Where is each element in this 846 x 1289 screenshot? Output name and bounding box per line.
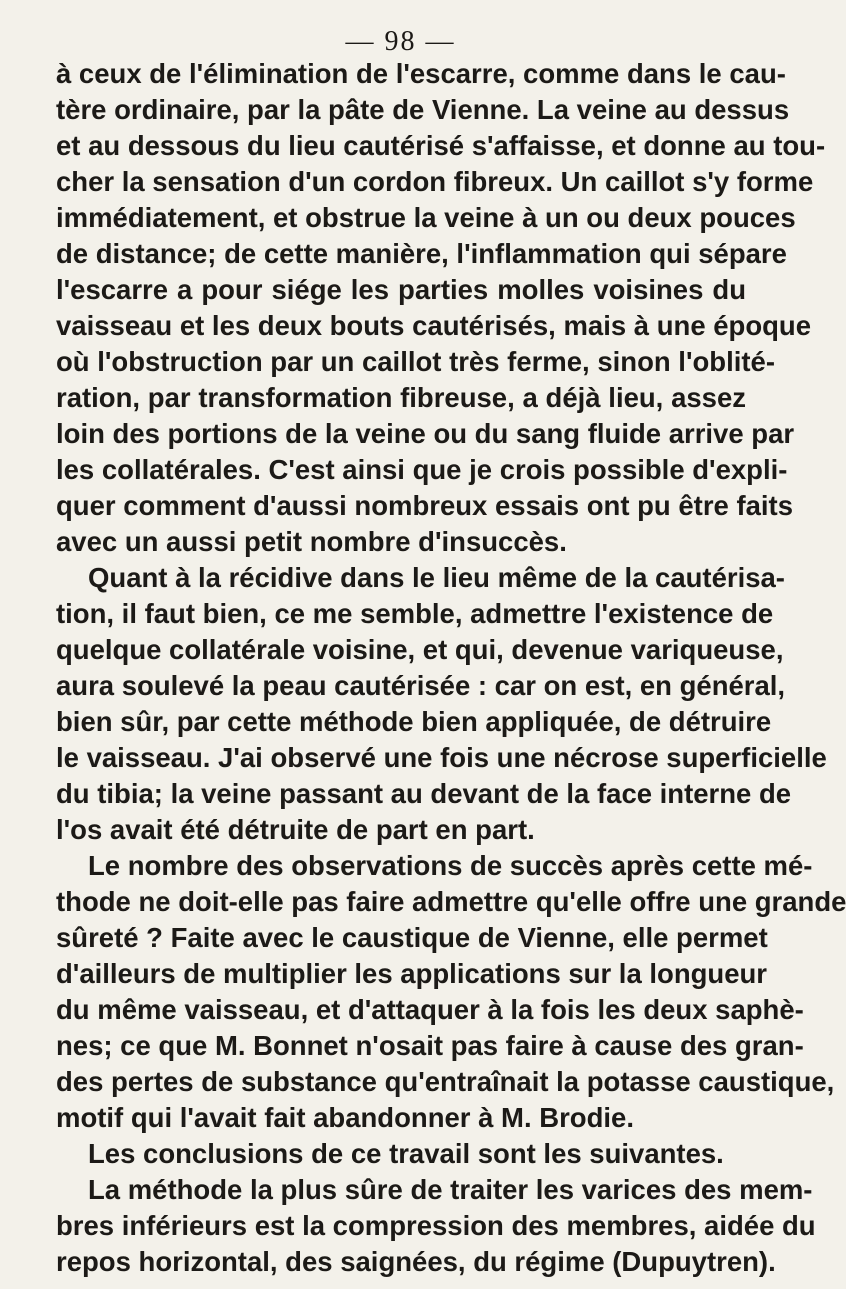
text-line: l'escarre a pour siége les parties molles voisines du (56, 274, 746, 305)
text-line: de distance; de cette manière, l'inflammation qui sépare (56, 238, 787, 269)
text-line: La méthode la plus sûre de traiter les varices des mem- (88, 1174, 813, 1205)
text-line: aura soulevé la peau cautérisée : car on est, en général, (56, 670, 786, 701)
text-line: où l'obstruction par un caillot très ferme, sinon l'oblité- (56, 346, 775, 377)
text-line: thode ne doit-elle pas faire admettre qu'elle offre une grande (56, 886, 846, 917)
text-line: les collatérales. C'est ainsi que je crois possible d'expli- (56, 454, 788, 485)
text-line: motif qui l'avait fait abandonner à M. Brodie. (56, 1102, 634, 1133)
text-line: immédiatement, et obstrue la veine à un ou deux pouces (56, 202, 796, 233)
body-text (56, 56, 846, 1280)
text-line: le vaisseau. J'ai observé une fois une nécrose superficielle (56, 742, 827, 773)
text-line: vaisseau et les deux bouts cautérisés, mais à une époque (56, 310, 812, 341)
text-line: quer comment d'aussi nombreux essais ont pu être faits (56, 490, 794, 521)
text-line: Les conclusions de ce travail sont les suivantes. (88, 1138, 724, 1169)
text-line: et au dessous du lieu cautérisé s'affaisse, et donne au tou- (56, 130, 826, 161)
text-line: du tibia; la veine passant au devant de la face interne de (56, 778, 792, 809)
text-line: quelque collatérale voisine, et qui, devenue variqueuse, (56, 634, 784, 665)
text-line: Le nombre des observations de succès après cette mé- (88, 850, 813, 881)
text-line: tion, il faut bien, ce me semble, admettre l'existence de (56, 598, 774, 629)
text-line: ration, par transformation fibreuse, a déjà lieu, assez (56, 382, 746, 413)
text-line: bien sûr, par cette méthode bien appliquée, de détruire (56, 706, 772, 737)
text-line: à ceux de l'élimination de l'escarre, comme dans le cau- (56, 58, 786, 89)
text-line: l'os avait été détruite de part en part. (56, 814, 535, 845)
text-line: avec un aussi petit nombre d'insuccès. (56, 526, 567, 557)
text-line: repos horizontal, des saignées, du régime (Dupuytren). (56, 1246, 776, 1277)
text-line: nes; ce que M. Bonnet n'osait pas faire à cause des gran- (56, 1030, 804, 1061)
text-line: Quant à la récidive dans le lieu même de la cautérisa- (88, 562, 785, 593)
text-line: loin des portions de la veine ou du sang fluide arrive par (56, 418, 795, 449)
text-line: bres inférieurs est la compression des membres, aidée du (56, 1210, 816, 1241)
text-line: des pertes de substance qu'entraînait la potasse caustique, (56, 1066, 835, 1097)
text-line: du même vaisseau, et d'attaquer à la fois les deux saphè- (56, 994, 804, 1025)
text-line: tère ordinaire, par la pâte de Vienne. La veine au dessus (56, 94, 790, 125)
page-number: — 98 — (345, 26, 456, 57)
text-line: d'ailleurs de multiplier les applications sur la longueur (56, 958, 768, 989)
text-line: cher la sensation d'un cordon fibreux. Un caillot s'y forme (56, 166, 814, 197)
text-line: sûreté ? Faite avec le caustique de Vienne, elle permet (56, 922, 768, 953)
